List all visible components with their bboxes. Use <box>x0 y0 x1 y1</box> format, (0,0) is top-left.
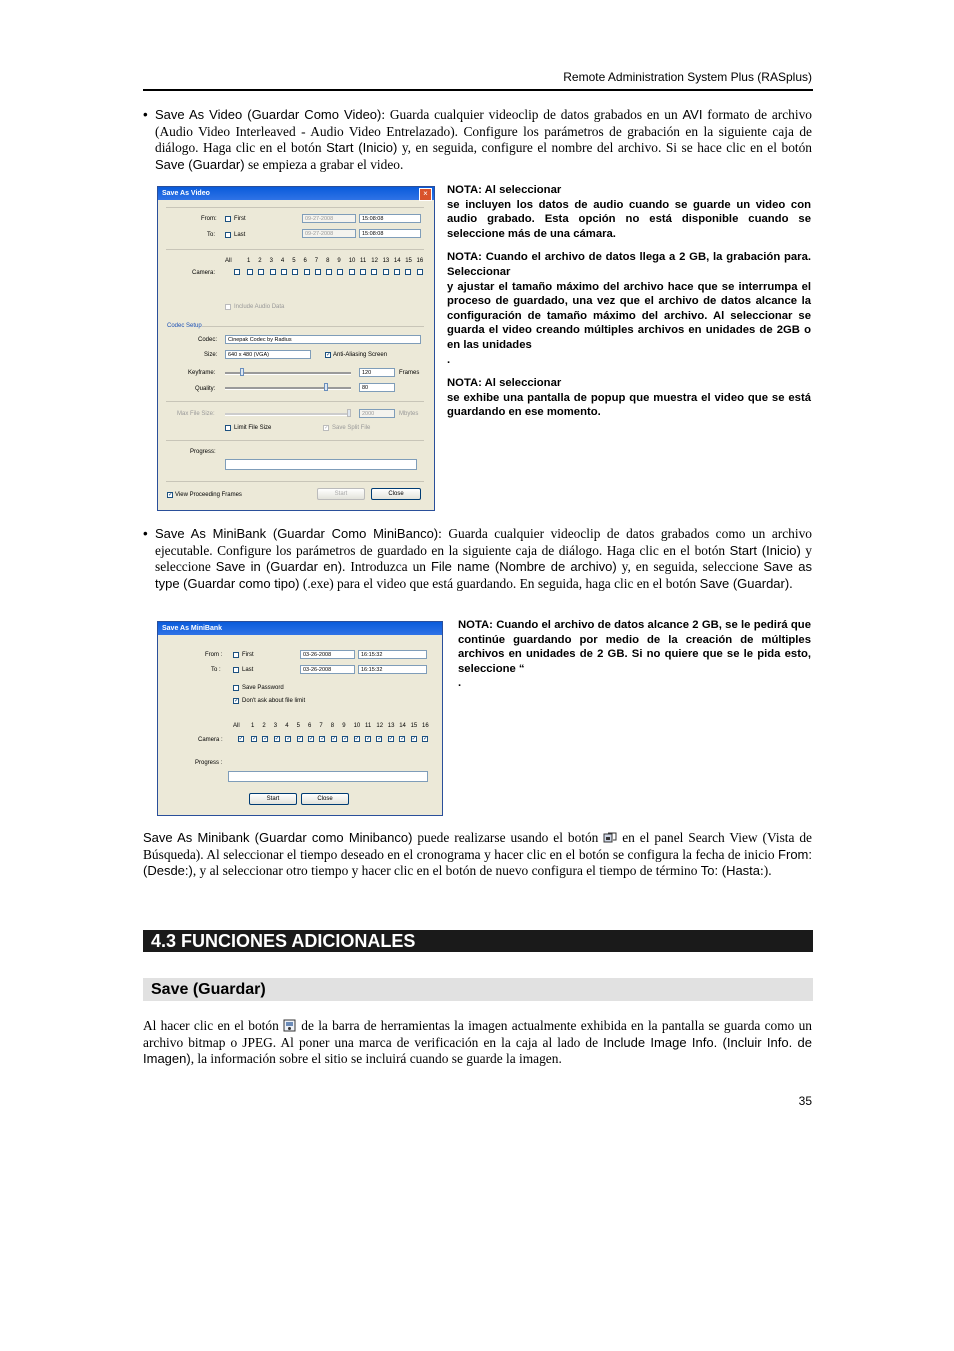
camera-number: 2 <box>258 258 262 264</box>
save-as-minibank-dialog <box>157 621 443 816</box>
text: y, en seguida, configure el nombre del archivo. Si se hace clic en el botón <box>397 140 813 155</box>
keyframe-slider-thumb[interactable] <box>240 368 244 376</box>
group-line <box>166 440 424 441</box>
close-icon[interactable]: × <box>419 188 432 201</box>
camera-number: 6 <box>308 723 312 729</box>
camera-checkbox[interactable]: ✓ <box>400 736 406 742</box>
note-paragraph: NOTA: Cuando el archivo de datos alcance 2 GB, se le pedirá que continúe guardando por medio de la creación de múltiples archivos en unidades de 2 GB. Si no quiere que se le pida esto, seleccione “ . <box>458 619 811 690</box>
first-checkbox[interactable] <box>225 216 231 222</box>
camera-checkbox[interactable]: ✓ <box>252 736 258 742</box>
camera-number: 14 <box>393 258 401 264</box>
camera-checkbox[interactable] <box>258 269 264 275</box>
paragraph-save-image <box>143 1018 812 1068</box>
term: Save (Guardar) <box>699 575 790 591</box>
camera-number: 13 <box>387 723 395 729</box>
include-audio-label: Include Audio Data <box>234 304 285 310</box>
text: en el panel Search View (Vista de Búsqueda). Al seleccionar el tiempo deseado en el cronograma y hacer clic en el botón se configura la fecha de inicio <box>143 830 812 862</box>
camera-checkbox[interactable] <box>405 269 411 275</box>
camera-label: Camera : <box>198 737 223 743</box>
close-button[interactable]: Close <box>301 793 349 805</box>
last-label: Last <box>234 232 246 238</box>
camera-number: 8 <box>330 723 335 729</box>
term: Save as type (Guardar como tipo) <box>155 559 812 591</box>
max-file-slider-thumb[interactable] <box>347 409 351 417</box>
camera-number: 14 <box>399 723 406 729</box>
term: Save in (Guardar en) <box>215 559 343 574</box>
camera-checkbox[interactable]: ✓ <box>309 736 315 742</box>
bullet-save-as-minibank <box>143 526 812 592</box>
progress-label: Progress : <box>195 760 223 766</box>
camera-checkbox[interactable]: ✓ <box>343 736 349 742</box>
camera-checkbox[interactable] <box>270 269 276 275</box>
dialog-title: Save As Video <box>158 187 434 200</box>
text: , y al seleccionar otro tiempo y hacer clic en el botón de nuevo configura el tiempo de término <box>192 863 701 878</box>
size-label: Size: <box>204 352 218 358</box>
from-time-field[interactable]: 16:15:32 <box>358 650 427 659</box>
camera-number: 10 <box>353 723 361 729</box>
anti-alias-checkbox[interactable]: ✓ <box>326 352 332 358</box>
close-button[interactable]: Close <box>371 488 421 500</box>
size-select[interactable]: 640 x 480 (VGA) <box>225 350 311 359</box>
group-line <box>166 249 424 250</box>
to-label: To : <box>211 667 221 673</box>
header-rule <box>143 89 813 91</box>
term: Save As Video (Guardar Como Video) <box>155 107 382 122</box>
text: :). <box>760 863 772 878</box>
term: Save As MiniBank (Guardar Como MiniBanco) <box>155 526 439 541</box>
group-line <box>202 326 424 327</box>
progress-bar <box>228 771 428 782</box>
codec-select[interactable]: Cinepak Codec by Radius <box>225 335 421 344</box>
quality-field[interactable]: 80 <box>359 383 395 392</box>
camera-checkbox[interactable]: ✓ <box>377 736 383 742</box>
section-title: 4.3 FUNCIONES ADICIONALES <box>151 931 416 951</box>
group-line <box>166 481 424 482</box>
bullet-mark: • <box>143 526 148 541</box>
camera-checkbox[interactable] <box>315 269 321 275</box>
text: : Guarda cualquier videoclip de datos grabados en un <box>381 107 683 122</box>
all-label: All <box>233 723 240 729</box>
text: . <box>789 575 793 591</box>
note-block-1 <box>447 183 811 429</box>
camera-number: 9 <box>342 723 346 729</box>
to-date-field[interactable]: 09-27-2008 <box>302 229 356 238</box>
first-label: First <box>242 652 254 658</box>
to-label: To: <box>207 232 216 238</box>
text: y, en seguida, seleccione <box>616 559 764 574</box>
limit-file-size-label: Limit File Size <box>234 425 272 431</box>
dont-ask-checkbox[interactable]: ✓ <box>234 698 240 704</box>
text: : Guarda cualquier videoclip de datos grabados como un archivo ejecutable. Configure los parámetros de guardado en la siguiente caja de diálogo. Haga clic en el botón <box>155 526 812 558</box>
camera-number: 15 <box>410 723 418 729</box>
camera-number: 3 <box>269 258 273 264</box>
include-audio-checkbox[interactable] <box>225 304 231 310</box>
camera-checkbox[interactable] <box>337 269 343 275</box>
camera-number: 9 <box>337 258 341 264</box>
camera-checkbox[interactable]: ✓ <box>331 736 337 742</box>
save-split-label: Save Split File <box>332 425 371 431</box>
save-as-video-dialog <box>157 186 435 511</box>
save-password-label: Save Password <box>242 685 284 691</box>
camera-number: 11 <box>365 723 372 729</box>
minibank-icon <box>603 831 617 844</box>
to-time-field[interactable]: 15:08:08 <box>359 229 421 238</box>
note-block-2 <box>458 618 811 700</box>
max-file-size-field[interactable]: 2000 <box>359 409 395 418</box>
camera-number: 1 <box>251 723 255 729</box>
camera-number: 7 <box>319 723 323 729</box>
text: de la barra de herramientas la imagen actualmente exhibida en la pantalla se guarda como un archivo bitmap o JPEG. Al poner una marca de verificación en la caja al lado de <box>143 1018 813 1050</box>
limit-file-size-checkbox[interactable] <box>225 425 231 431</box>
quality-label: Quality: <box>195 386 216 392</box>
camera-number: 3 <box>273 723 278 729</box>
all-label: All <box>225 258 232 264</box>
camera-number: 16 <box>422 723 429 729</box>
term: Save (Guardar) <box>155 156 245 172</box>
camera-label: Camera: <box>192 270 216 276</box>
camera-all-checkbox[interactable]: ✓ <box>238 736 244 742</box>
camera-number: 13 <box>382 258 390 264</box>
camera-number: 5 <box>292 258 296 264</box>
camera-checkbox[interactable] <box>383 269 389 275</box>
from-time-field[interactable]: 15:08:08 <box>359 214 421 223</box>
group-line <box>166 207 424 209</box>
camera-checkbox[interactable]: ✓ <box>354 736 360 742</box>
view-frames-label: View Proceeding Frames <box>175 492 242 498</box>
to-time-field[interactable]: 16:15:32 <box>358 665 427 674</box>
quality-slider-thumb[interactable] <box>324 383 328 391</box>
camera-checkbox[interactable]: ✓ <box>263 736 269 742</box>
paragraph-minibank-search <box>143 830 812 880</box>
camera-checkbox[interactable]: ✓ <box>388 736 394 742</box>
camera-number: 16 <box>416 258 424 264</box>
dont-ask-label: Don't ask about file limit <box>242 698 306 704</box>
camera-checkbox[interactable]: ✓ <box>286 736 292 742</box>
camera-checkbox[interactable]: ✓ <box>320 736 326 742</box>
camera-checkbox[interactable] <box>394 269 400 275</box>
term: Start (Inicio) <box>729 542 801 558</box>
progress-bar <box>225 459 417 470</box>
camera-number: 10 <box>348 258 356 264</box>
camera-checkbox[interactable]: ✓ <box>274 736 280 742</box>
text: formato de archivo (Audio Video Interleaved - Audio Video Entrelazado). Configure los parámetros de grabación en la siguiente caja de diálogo. Haga clic en el botón <box>155 107 812 155</box>
camera-checkbox[interactable] <box>360 269 366 275</box>
term: From: (Desde:) <box>143 846 812 878</box>
camera-number: 7 <box>314 258 319 264</box>
camera-checkbox[interactable]: ✓ <box>297 736 303 742</box>
text: , la información sobre el sitio se incluirá cuando se guarde la imagen. <box>190 1051 562 1066</box>
camera-number: 8 <box>326 258 330 264</box>
group-line <box>166 401 424 402</box>
note-paragraph: NOTA: Al seleccionar se exhibe una pantalla de popup que muestra el video que se está guardando en ese momento. <box>447 377 811 419</box>
bullet-mark: • <box>143 107 148 122</box>
from-date-field[interactable]: 03-26-2008 <box>300 650 355 659</box>
camera-checkbox[interactable] <box>292 269 298 275</box>
mbytes-label: Mbytes <box>399 411 419 417</box>
camera-checkbox[interactable]: ✓ <box>423 736 429 742</box>
last-label: Last <box>242 667 254 673</box>
max-file-slider-track[interactable] <box>225 413 351 416</box>
camera-checkbox[interactable] <box>281 269 287 275</box>
term: To: (Hasta <box>700 863 761 878</box>
keyframe-label: Keyframe: <box>188 370 216 376</box>
note-paragraph: NOTA: Al seleccionar se incluyen los datos de audio cuando se guarde un video con audio grabado. Esta opción no está disponible cuando se seleccione más de una cámara. <box>447 184 811 240</box>
camera-all-checkbox[interactable] <box>234 269 240 275</box>
camera-checkbox[interactable] <box>304 269 310 275</box>
term: File name (Nombre de archivo) <box>430 559 617 574</box>
camera-number: 4 <box>285 723 289 729</box>
camera-number: 11 <box>360 258 367 264</box>
camera-checkbox[interactable] <box>349 269 355 275</box>
text: (.exe) para el video que está guardando. En seguida, haga clic en el botón <box>299 575 700 591</box>
keyframe-field[interactable]: 120 <box>359 368 395 377</box>
start-button[interactable]: Start <box>317 488 365 500</box>
quality-slider-track[interactable] <box>225 387 351 390</box>
last-checkbox[interactable] <box>225 232 231 238</box>
camera-number: 4 <box>280 258 285 264</box>
note-paragraph: NOTA: Cuando el archivo de datos llega a 2 GB, la grabación para. Seleccionar y ajustar el tamaño máximo del archivo hace que se interrumpa el proceso de guardado, una vez que el archivo de datos alcance la configuración de tamaño máximo del archivo. Al seleccionar se guarda el video creando múltiples archivos en unidades de 2GB o en las unidades . <box>447 251 811 366</box>
save-password-checkbox[interactable] <box>233 685 239 691</box>
text: . Introduzca un <box>342 559 431 574</box>
camera-number: 1 <box>247 258 251 264</box>
term: Save As Minibank (Guardar como Minibanco) <box>143 830 413 845</box>
to-date-field[interactable]: 03-26-2008 <box>300 665 355 674</box>
camera-number: 12 <box>371 258 378 264</box>
frames-label: Frames <box>399 370 420 376</box>
camera-checkbox[interactable] <box>326 269 332 275</box>
last-checkbox[interactable] <box>233 667 239 673</box>
save-split-checkbox[interactable]: ✓ <box>324 425 330 431</box>
camera-number: 6 <box>303 258 307 264</box>
term: Include Image Info. (Incluir Info. de Imagen) <box>143 1034 812 1066</box>
text: y seleccione <box>155 542 812 574</box>
from-label: From: <box>201 216 217 222</box>
subsection-title: Save (Guardar) <box>151 981 266 998</box>
text: Al hacer clic en el botón <box>143 1018 284 1033</box>
camera-checkbox[interactable] <box>371 269 377 275</box>
progress-label: Progress: <box>190 449 216 455</box>
camera-checkbox[interactable] <box>417 269 423 275</box>
page-header: Remote Administration System Plus (RASplus) <box>563 70 812 84</box>
text: puede realizarse usando el botón <box>412 830 604 845</box>
term: Start (Inicio) <box>326 140 398 155</box>
from-date-field[interactable]: 09-27-2008 <box>302 214 356 223</box>
camera-number: 15 <box>405 258 412 264</box>
max-file-size-label: Max File Size: <box>177 411 215 417</box>
camera-number: 12 <box>376 723 384 729</box>
dialog-title: Save As MiniBank <box>158 622 442 635</box>
camera-checkbox[interactable] <box>247 269 253 275</box>
view-frames-checkbox[interactable]: ✓ <box>168 492 174 498</box>
first-checkbox[interactable] <box>233 652 239 658</box>
camera-checkbox[interactable]: ✓ <box>411 736 417 742</box>
anti-alias-label: Anti-Aliasing Screen <box>333 352 388 358</box>
term: AVI <box>682 107 703 122</box>
camera-number: 2 <box>262 723 266 729</box>
page-number: 35 <box>798 1094 812 1108</box>
start-button[interactable]: Start <box>249 793 297 805</box>
codec-setup-label: Codec Setup <box>167 323 202 329</box>
from-label: From : <box>205 652 223 658</box>
bullet-save-as-video <box>143 107 813 173</box>
codec-label: Codec: <box>198 337 218 343</box>
camera-number: 5 <box>296 723 300 729</box>
save-image-icon <box>283 1019 297 1032</box>
camera-checkbox[interactable]: ✓ <box>366 736 372 742</box>
text: se empieza a grabar el video. <box>244 156 404 172</box>
first-label: First <box>234 216 246 222</box>
